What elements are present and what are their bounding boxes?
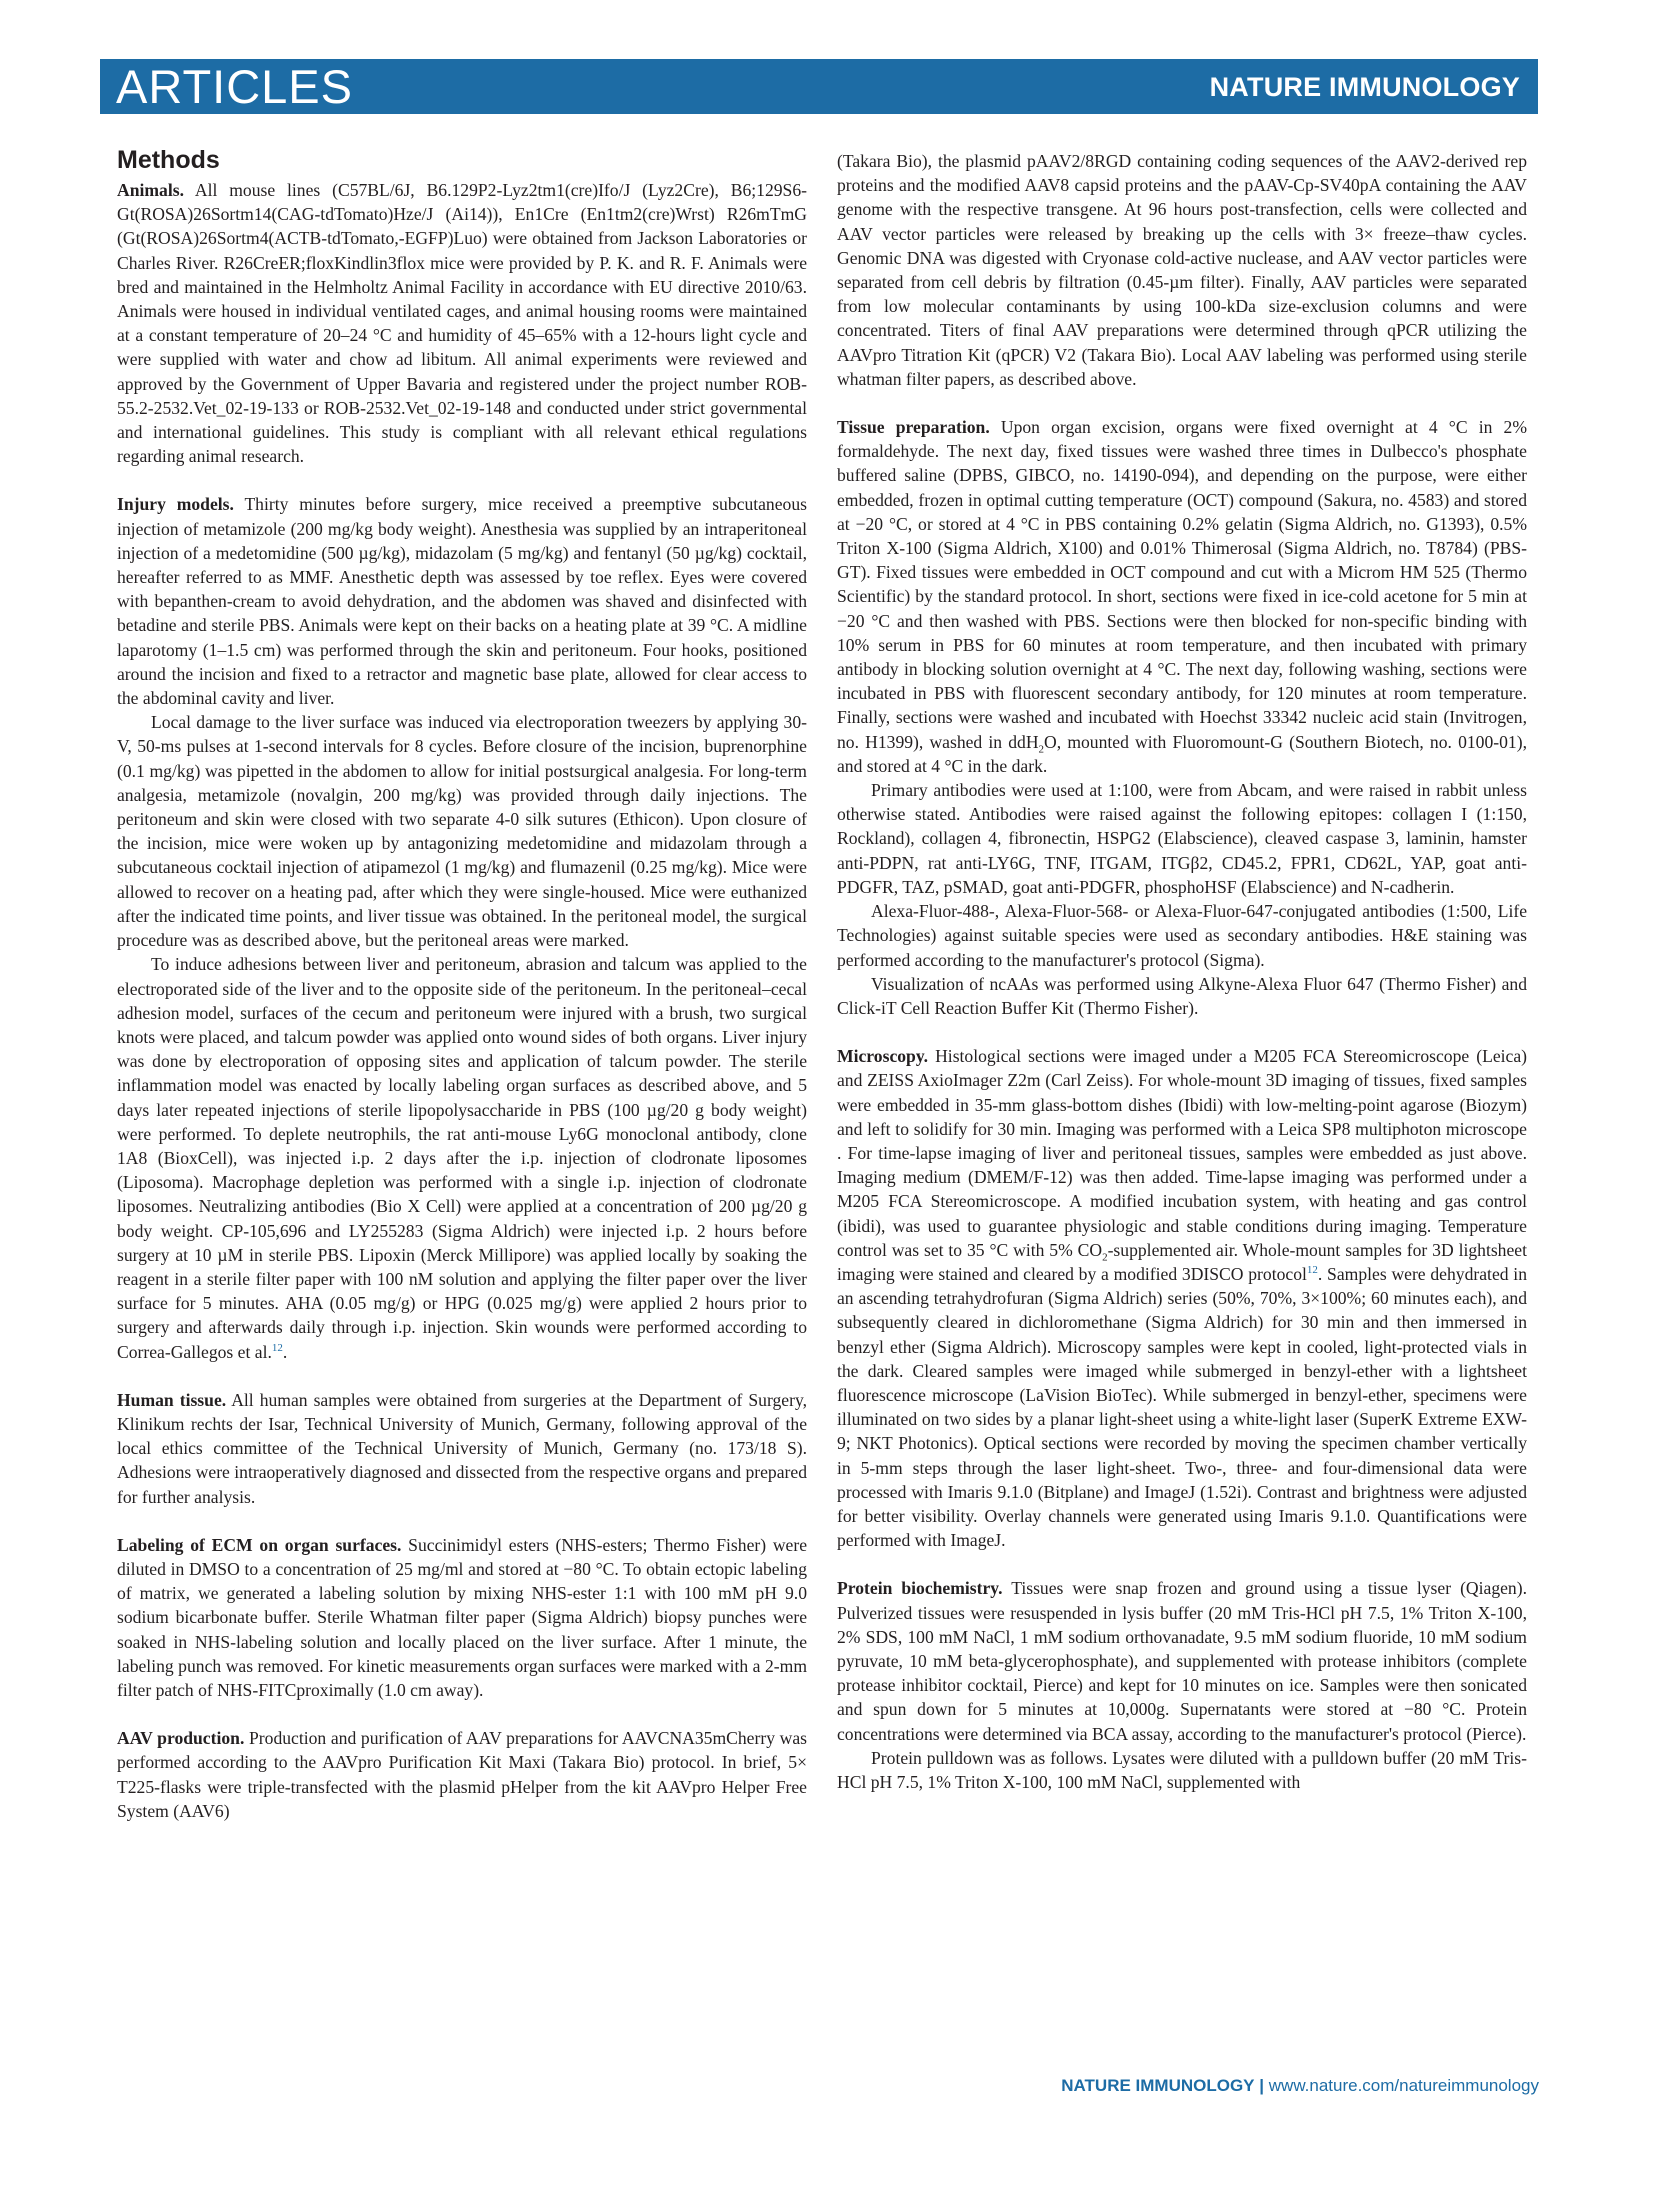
footer-separator: | xyxy=(1259,2076,1265,2095)
methods-heading: Methods xyxy=(117,146,220,174)
injury-title: Injury models. xyxy=(117,494,234,515)
aav-title: AAV production. xyxy=(117,1728,245,1749)
injury-text-3-end: . xyxy=(282,1341,288,1362)
aav-paragraph-continued: (Takara Bio), the plasmid pAAV2/8RGD containing coding sequences of the AAV2-derived rep proteins and the modified AAV8 capsid proteins and the pAAV-Cp-SV40pA containing the AAV genome with the respective transgene. At 96 hours post-transfection, cells were collected and AAV vector particles were released by breaking up the cells with 3× freeze–thaw cycles. Genomic DNA was digested with Cryonase cold-active nuclease, and AAV vector particles were separated from cell debris by filtration (0.45-µm filter). Finally, AAV particles were separated from low molecular contaminants by using 100-kDa size-exclusion columns and were concentrated. Titers of final AAV preparations were determined through qPCR utilizing the AAVpro Titration Kit (qPCR) V2 (Takara Bio). Local AAV labeling was performed using sterile whatman filter papers, as described above. xyxy=(837,151,1527,389)
animals-paragraph xyxy=(117,178,807,468)
protein-text-1: Tissues were snap frozen and ground using a tissue lyser (Qiagen). Pulverized tissues were resuspended in lysis buffer (20 mM Tris-HCl pH 7.5, 1% Triton X-100, 2% SDS, 100 mM NaCl, 1 mM sodium orthovanadate, 9.5 mM sodium fluoride, 10 mM sodium pyruvate, 10 mM beta-glycerophosphate), and supplemented with protease inhibitors (complete protease inhibitor cocktail, Pierce) and kept for 10 minutes on ice. Samples were then sonicated and spun down for 5 minutes at 10,000g. Supernatants were stored at −80 °C. Protein concentrations were determined via BCA assay, according to the manufacturer's protocol (Pierce). xyxy=(837,1578,1527,1744)
human-paragraph xyxy=(117,1388,807,1509)
reference-link[interactable]: 12 xyxy=(1306,1264,1318,1277)
human-text: All human samples were obtained from surgeries at the Department of Surgery, Klinikum rechts der Isar, Technical University of Munich, Germany, following approval of the local ethics committee of the Technical University of Munich, Germany (no. 173/18 S). Adhesions were intraoperatively diagnosed and dissected from the respective organs and prepared for further analysis. xyxy=(117,1389,807,1507)
microscopy-text-b: -supplemented air. Whole-mount samples for 3D lightsheet imaging were stained and cleared by a modified 3DISCO protocol xyxy=(837,1239,1527,1284)
footer-url-link[interactable]: www.nature.com/natureimmunology xyxy=(1268,2076,1539,2095)
journal-name: NATURE IMMUNOLOGY xyxy=(1209,72,1520,102)
aav-paragraph xyxy=(117,1726,807,1823)
injury-text-3: To induce adhesions between liver and peritoneum, abrasion and talcum was applied to the electroporated side of the liver and to the opposite side of the peritoneum. In the peritoneal–cecal adhesion model, surfaces of the cecum and peritoneum were injured with a brush, two surgical knots were placed, and talcum powder was applied onto wound sides of both organs. Liver injury was done by electroporation of opposing sites and application of talcum powder. The sterile inflammation model was enacted by locally labeling organ surfaces as described above, and 5 days later repeated injections of sterile lipopolysaccharide in PBS (100 µg/20 g body weight) were performed. To deplete neutrophils, the rat anti-mouse Ly6G monoclonal antibody, clone 1A8 (BioxCell), was injected i.p. 2 days after the i.p. injection of clodronate liposomes (Liposoma). Macrophage depletion was performed with a single i.p. injection of clodronate liposomes. Neutralizing antibodies (Bio X Cell) were applied at a concentration of 200 µg/20 g body weight. CP-105,696 and LY255283 (Sigma Aldrich) were injected i.p. 2 hours before surgery at 10 µM in sterile PBS. Lipoxin (Merck Millipore) was applied locally by soaking the reagent in a sterile filter paper with 100 nM solution and applying the filter paper over the liver surface for 5 minutes. AHA (0.05 mg/g) or HPG (0.025 mg/g) were applied 2 hours prior to surgery and afterwards daily through i.p. injection. Skin wounds were performed according to Correa-Gallegos et al. xyxy=(117,954,807,1362)
aav-text: Production and purification of AAV preparations for AAVCNA35mCherry was performed according to the AAVpro Purification Kit Maxi (Takara Bio) protocol. In brief, 5× T225-flasks were triple-transfected with the plasmid pHelper from the kit AAVpro Helper Free System (AAV6) xyxy=(117,1728,807,1821)
tissue-text-1b: O, mounted with Fluoromount-G (Southern Biotech, no. 0100-01), and stored at 4 °C in the dark. xyxy=(837,731,1527,776)
section-human-tissue xyxy=(117,1388,807,1509)
injury-paragraph-3 xyxy=(117,952,807,1363)
tissue-subscript: 2 xyxy=(1038,743,1045,756)
tissue-paragraph-1 xyxy=(837,415,1527,778)
tissue-text-1a: Upon organ excision, organs were fixed overnight at 4 °C in 2% formaldehyde. The next day, fixed tissues were washed three times in Dulbecco's phosphate buffered saline (DPBS, GIBCO, no. 14190-094), and depending on the purpose, were either embedded, frozen in optimal cutting temperature (OCT) compound (Sakura, no. 4583) and stored at −20 °C, or stored at 4 °C in PBS containing 0.2% gelatin (Sigma Aldrich, no. G1393), 0.5% Triton X-100 (Sigma Aldrich, X100) and 0.01% Thimerosal (Sigma Aldrich, no. T8784) (PBS-GT). Fixed tissues were embedded in OCT compound and cut with a Microm HM 525 (Thermo Scientific) by the standard protocol. In short, sections were fixed in ice-cold acetone for 5 min at −20 °C and then washed with PBS. Sections were then blocked for non-specific binding with 10% serum in PBS for 60 minutes at room temperature, and then incubated with primary antibody in blocking solution overnight at 4 °C. The next day, following washing, sections were incubated in PBS with fluorescent secondary antibody, for 120 minutes at room temperature. Finally, sections were washed and incubated with Hoechst 33342 nucleic acid stain (Invitrogen, no. H1399), washed in ddH xyxy=(837,417,1527,752)
human-title: Human tissue. xyxy=(117,1389,227,1410)
microscopy-text-a: Histological sections were imaged under a M205 FCA Stereomicroscope (Leica) and ZEISS AxioImager Z2m (Carl Zeiss). For whole-mount 3D imaging of tissues, fixed samples were embedded in 35-mm glass-bottom dishes (Ibidi) with low-melting-point agarose (Biozym) and left to solidify for 30 min. Imaging was performed with a Leica SP8 multiphoton microscope . For time-lapse imaging of liver and peritoneal tissues, samples were embedded as just above. Imaging medium (DMEM/F-12) was then added. Time-lapse imaging was performed under a M205 FCA Stereomicroscope. A modified incubation system, with heating and gas control (ibidi), was used to guarantee physiologic and stable conditions during imaging. Temperature control was set to 35 °C with 5% CO xyxy=(837,1046,1527,1260)
protein-paragraph-2: Protein pulldown was as follows. Lysates were diluted with a pulldown buffer (20 mM Tris-HCl pH 7.5, 1% Triton X-100, 100 mM NaCl, supplemented with xyxy=(837,1747,1527,1792)
tissue-title: Tissue preparation. xyxy=(837,417,990,438)
animals-text: All mouse lines (C57BL/6J, B6.129P2-Lyz2tm1(cre)Ifo/J (Lyz2Cre), B6;129S6-Gt(ROSA)26Sortm14(CAG-tdTomato)Hze/J (Ai14)), En1Cre (En1tm2(cre)Wrst) R26mTmG (Gt(ROSA)26Sortm4(ACTB-tdTomato,-EGFP)Luo) were obtained from Jackson Laboratories or Charles River. R26CreER;floxKindlin3flox mice were provided by P. K. and R. F. Animals were bred and maintained in the Helmholtz Animal Facility in accordance with EU directive 2010/63. Animals were housed in individual ventilated cages, and animal housing rooms were maintained at a constant temperature of 20–24 °C and humidity of 45–65% with a 12-hours light cycle and were supplied with water and chow ad libitum. All animal experiments were reviewed and approved by the Government of Upper Bavaria and registered under the project number ROB-55.2-2532.Vet_02-19-133 or ROB-2532.Vet_02-19-148 and conducted under strict governmental and international guidelines. This study is compliant with all relevant ethical regulations regarding animal research. xyxy=(117,180,807,467)
tissue-paragraph-2: Primary antibodies were used at 1:100, were from Abcam, and were raised in rabbit unless otherwise stated. Antibodies were raised against the following epitopes: collagen I (1:150, Rockland), collagen 4, fibronectin, HSPG2 (Elabscience), cleaved caspase 3, laminin, hamster anti-PDPN, rat anti-LY6G, TNF, ITGAM, ITGβ2, CD45.2, FPR1, CD62L, YAP, goat anti-PDGFR, TAZ, pSMAD, goat anti-PDGFR, phosphoHSF (Elabscience) and N-cadherin. xyxy=(837,780,1527,897)
page-footer xyxy=(1061,2076,1539,2096)
reference-link[interactable]: 12 xyxy=(271,1341,283,1354)
section-ecm-labeling xyxy=(117,1533,807,1702)
injury-text-1: Thirty minutes before surgery, mice received a preemptive subcutaneous injection of metamizole (200 mg/kg body weight). Anesthesia was supplied by an intraperitoneal injection of a medetomidine (500 µg/kg), midazolam (5 mg/kg) and fentanyl (50 µg/kg) cocktail, hereafter referred to as MMF. Anesthetic depth was assessed by toe reflex. Eyes were covered with bepanthen-cream to avoid dehydration, and the abdomen was shaved and disinfected with betadine and sterile PBS. Animals were kept on their backs on a heating plate at 39 °C. A midline laparotomy (1–1.5 cm) was performed through the skin and peritoneum. Four hooks, positioned around the incision and fixed to a retractor and magnetic base plate, allowed for clear access to the abdominal cavity and liver. xyxy=(117,494,807,709)
footer-journal: NATURE IMMUNOLOGY xyxy=(1061,2076,1255,2095)
microscopy-title: Microscopy. xyxy=(837,1046,929,1067)
animals-title: Animals. xyxy=(117,180,184,200)
protein-paragraph-1 xyxy=(837,1576,1527,1745)
microscopy-paragraph xyxy=(837,1044,1527,1552)
tissue-paragraph-3: Alexa-Fluor-488-, Alexa-Fluor-568- or Alexa-Fluor-647-conjugated antibodies (1:500, Life Technologies) against suitable species were used as secondary antibodies. H&E staining was performed according to the manufacturer's protocol (Sigma). xyxy=(837,901,1527,970)
ecm-title: Labeling of ECM on organ surfaces. xyxy=(117,1534,402,1555)
section-animals xyxy=(117,178,807,468)
ecm-text: Succinimidyl esters (NHS-esters; Thermo Fisher) were diluted in DMSO to a concentration of 25 mg/ml and stored at −80 °C. To obtain ectopic labeling of matrix, we generated a labeling solution by mixing NHS-ester 1:1 with 100 mM pH 9.0 sodium bicarbonate buffer. Sterile Whatman filter paper (Sigma Aldrich) biopsy punches were soaked in NHS-labeling solution and locally placed on the liver surface. After 1 minute, the labeling punch was removed. For kinetic measurements organ surfaces were marked with a 2-mm filter patch of NHS-FITCproximally (1.0 cm away). xyxy=(117,1534,808,1700)
right-column xyxy=(837,149,1527,1794)
injury-paragraph-1 xyxy=(117,492,807,710)
tissue-paragraph-4: Visualization of ncAAs was performed using Alkyne-Alexa Fluor 647 (Thermo Fisher) and Click-iT Cell Reaction Buffer Kit (Thermo Fisher). xyxy=(837,973,1527,1018)
protein-title: Protein biochemistry. xyxy=(837,1578,1003,1599)
section-aav-production xyxy=(117,1726,807,1823)
header-banner xyxy=(100,59,1538,114)
section-label: ARTICLES xyxy=(116,60,353,113)
section-protein-biochemistry xyxy=(837,1576,1527,1794)
section-microscopy xyxy=(837,1044,1527,1552)
ecm-paragraph xyxy=(117,1533,807,1702)
section-injury-models xyxy=(117,492,807,1363)
section-tissue-preparation xyxy=(837,415,1527,1020)
injury-paragraph-2: Local damage to the liver surface was induced via electroporation tweezers by applying 30-V, 50-ms pulses at 1-second intervals for 8 cycles. Before closure of the incision, buprenorphine (0.1 mg/kg) was pipetted in the abdomen to allow for initial postsurgical analgesia. For long-term analgesia, metamizole (novalgin, 200 mg/kg) was provided through daily injections. The peritoneum and skin were closed with two separate 4-0 silk sutures (Ethicon). Upon closure of the incision, mice were woken up by antagonizing medetomidine and midazolam through a subcutaneous cocktail injection of atipamezol (1 mg/kg) and flumazenil (0.25 mg/kg). Mice were allowed to recover on a heating pad, after which they were single-housed. Mice were euthanized after the indicated time points, and liver tissue was obtained. In the peritoneal model, the surgical procedure was as described above, but the peritoneal areas were marked. xyxy=(117,712,807,951)
left-column xyxy=(117,146,807,1823)
microscopy-subscript: 2 xyxy=(1102,1251,1108,1264)
microscopy-text-c: . Samples were dehydrated in an ascending tetrahydrofuran (Sigma Aldrich) series (50%, 70%, 3×100%; 60 minutes each), and subsequently cleared in dichloromethane (Sigma Aldrich) for 30 min and then immersed in benzyl ether (Sigma Aldrich). Microscopy samples were kept in cooled, light-protected vials in the dark. Cleared samples were imaged while submerged in benzyl-ether with a lightsheet fluorescence microscope (LaVision BioTec). While submerged in benzyl-ether, specimens were illuminated on two sides by a planar light-sheet using a white-light laser (SuperK Extreme EXW-9; NKT Photonics). Optical sections were recorded by moving the specimen chamber vertically in 5-mm steps through the laser light-sheet. Two-, three- and four-dimensional data were processed with Imaris 9.1.0 (Bitplane) and ImageJ (1.52i). Contrast and brightness were adjusted for better visibility. Overlay channels were generated using Imaris 9.1.0. Quantifications were performed with ImageJ. xyxy=(837,1263,1527,1551)
